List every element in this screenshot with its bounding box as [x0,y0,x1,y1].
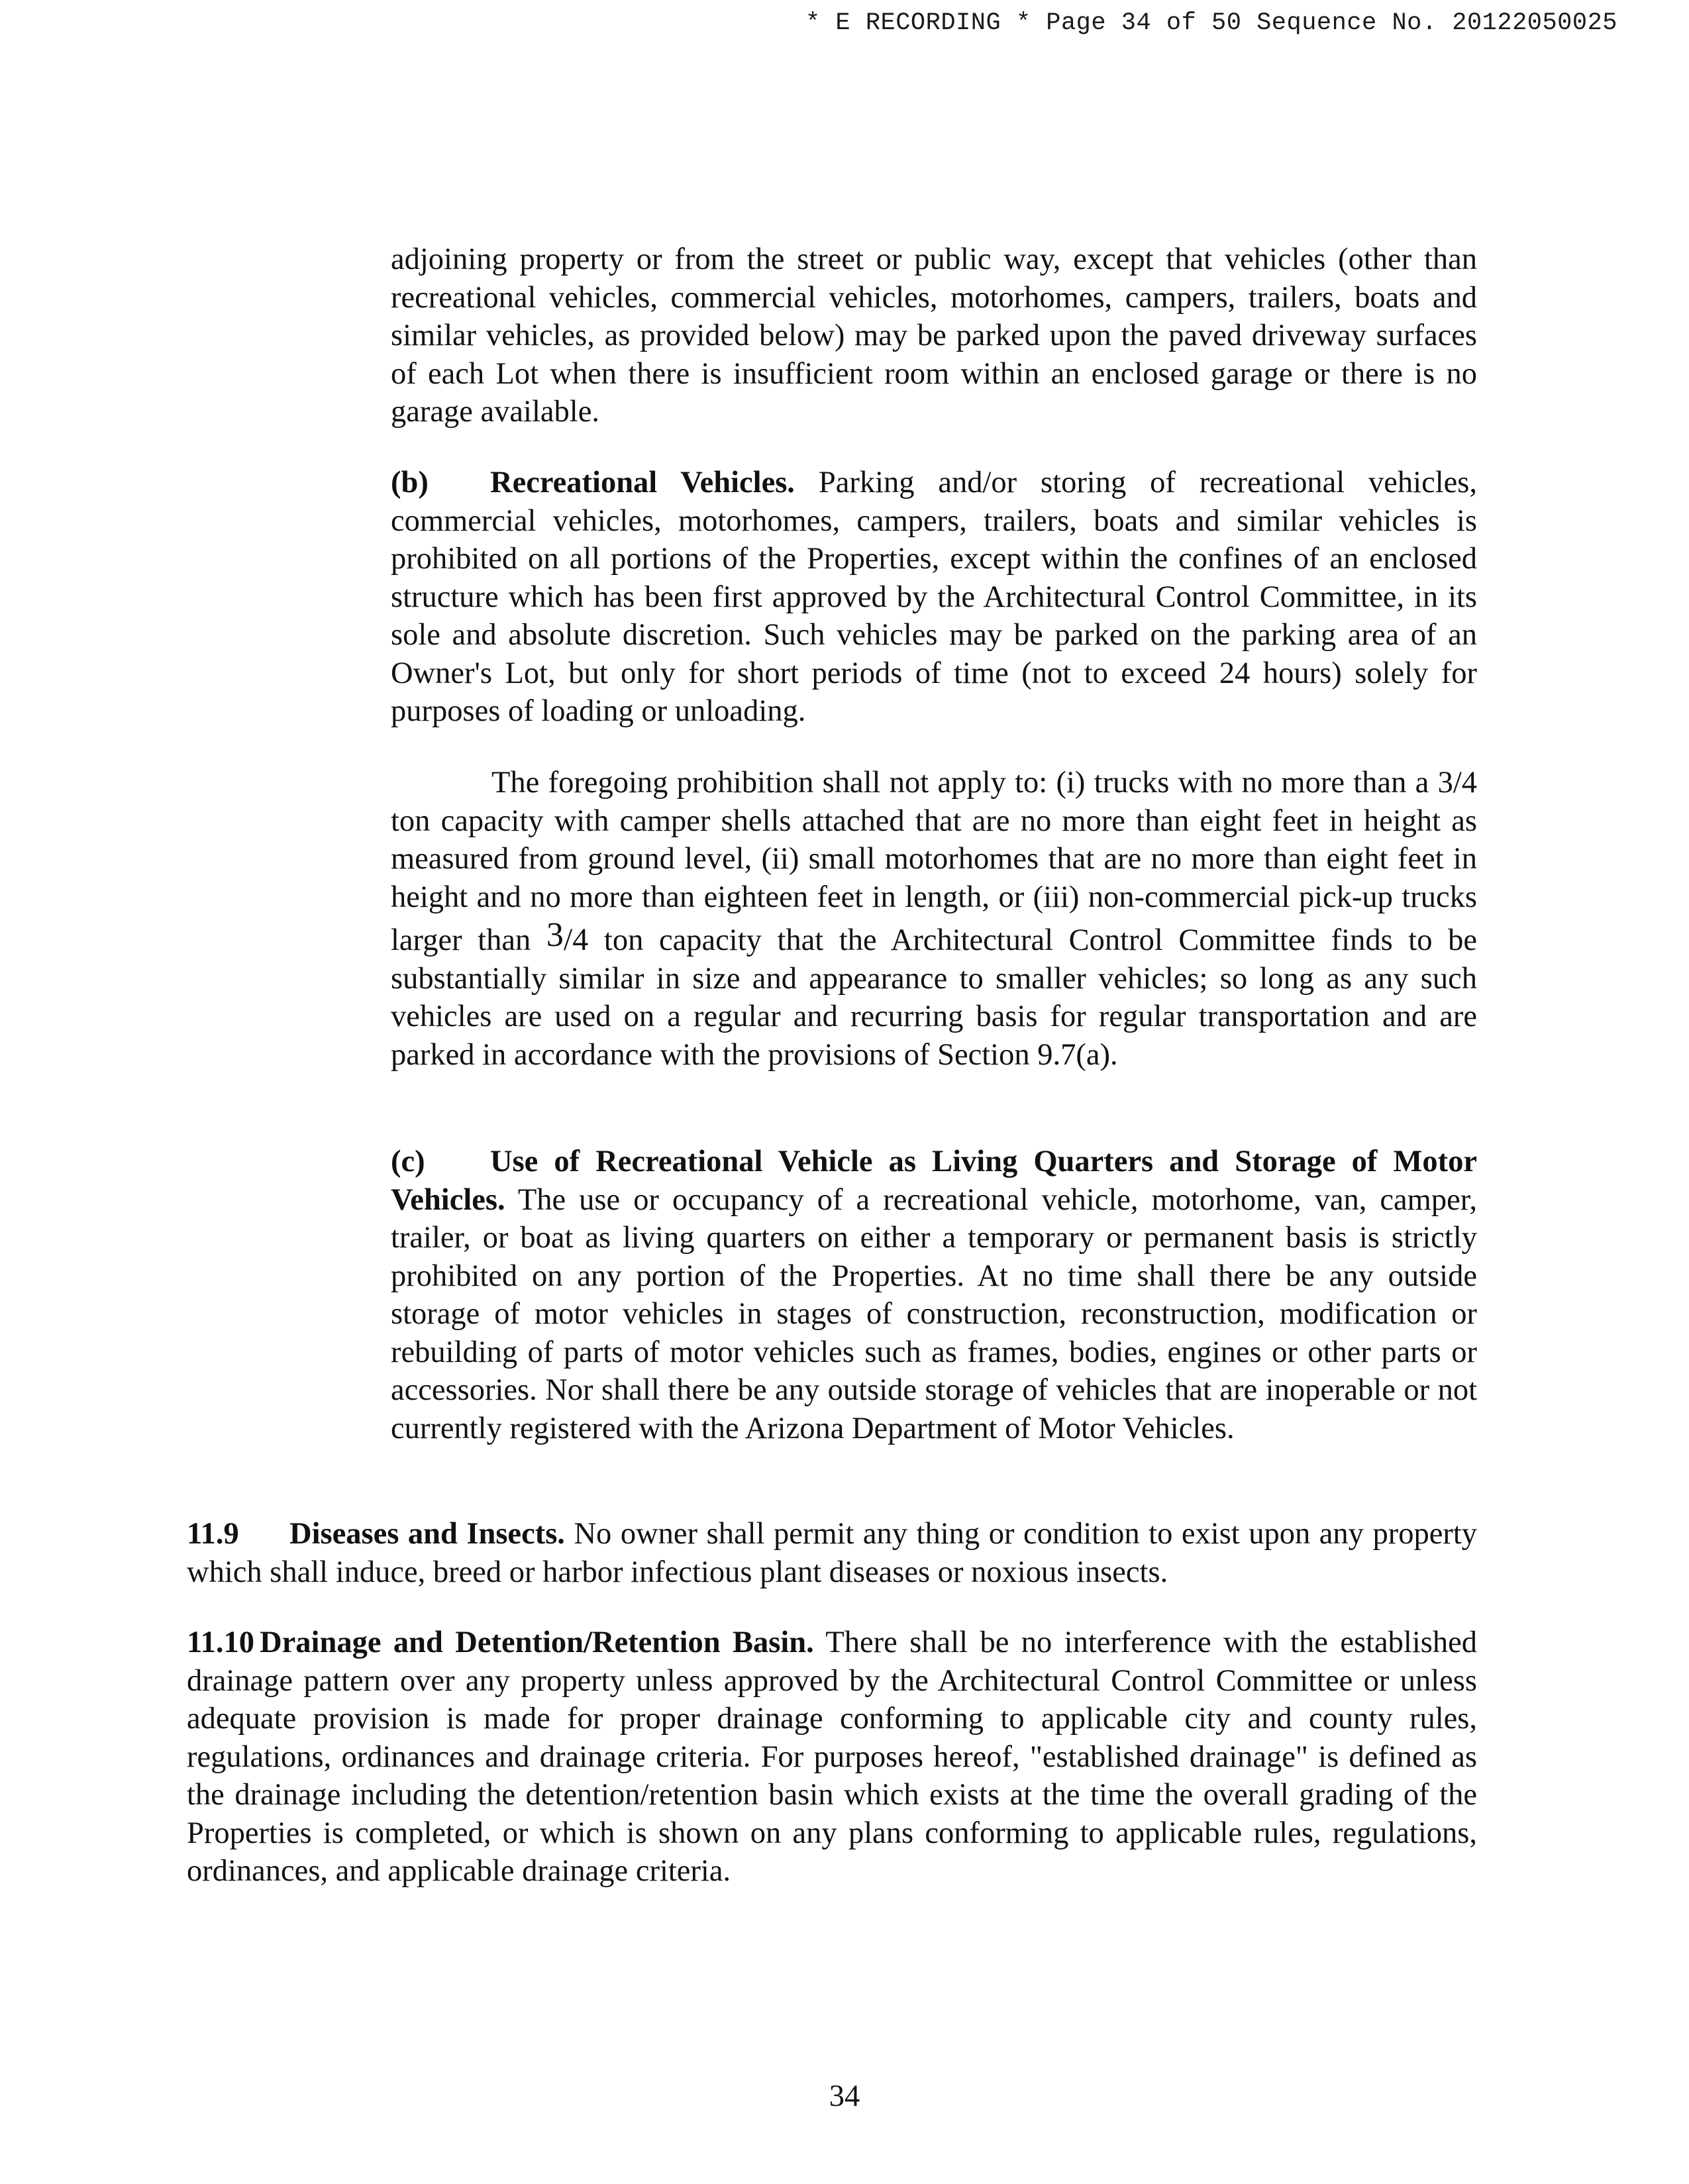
page-number: 34 [829,2079,860,2113]
section-label-b: (b) [391,466,429,499]
diseases-insects-heading: Diseases and Insects. [289,1517,565,1551]
living-quarters-text: The use or occupancy of a recreational vehicle, motorhome, van, camper, trailer, or boat as living quarters on either a temporary or permanent basis is strictly prohibited on any portion of the Properties. At no time shall there be any outside storage of motor vehicles in stages of construction, reconstruction, modification or rebuilding of parts of motor vehicles such as frames, bodies, engines or other parts or accessories. Nor shall there be any outside storage of vehicles that are inoperable or not currently registered with the Arizona Department of Motor Vehicles. [391,1182,1477,1445]
drainage-paragraph [187,1624,1477,1891]
prohibition-exceptions-paragraph [391,764,1477,1074]
section-number-11-9: 11.9 [187,1517,239,1551]
prohibition-text-before: The foregoing prohibition shall not apply to: (i) trucks with no more than a 3/4 ton capacity with camper shells attached that are no more than eight feet in height as measured from ground level, (ii) small motorhomes that are no more than eight feet in height and no more than eighteen feet in length, or (iii) non-commercial pick-up trucks larger than [391,766,1477,957]
section-number-11-10: 11.10 [187,1626,255,1659]
fraction-denominator: /4 [563,922,589,957]
continuation-paragraph: adjoining property or from the street or public way, except that vehicles (other than recreational vehicles, commercial vehicles, motorhomes, campers, trailers, boats and similar vehicles, as provided below) may be parked upon the paved driveway surfaces of each Lot when there is insufficient room within an enclosed garage or there is no garage available. [391,242,1477,429]
living-quarters-paragraph [391,1143,1477,1447]
diseases-insects-paragraph [187,1515,1477,1591]
section-label-c: (c) [391,1145,425,1178]
recreational-vehicles-paragraph [391,464,1477,731]
recreational-vehicles-text: Parking and/or storing of recreational vehicles, commercial vehicles, motorhomes, campers, trailers, boats and similar vehicles is prohibited on all portions of the Properties, except within the confines of an enclosed structure which has been first approved by the Architectural Control Committee, in its sole and absolute discretion. Such vehicles may be parked on the parking area of an Owner's Lot, but only for short periods of time (not to exceed 24 hours) solely for purposes of loading or unloading. [391,466,1478,728]
living-quarters-heading: Use of Recreational Vehicle as Living Quarters and Storage of Motor Vehicles. [391,1145,1477,1217]
prohibition-text-after: ton capacity that the Architectural Control Committee finds to be substantially similar in size and appearance to smaller vehicles; so long as any such vehicles are used on a regular and recurring basis for regular transportation and are parked in accordance with the provisions of Section 9.7(a). [391,923,1477,1072]
drainage-text: There shall be no interference with the established drainage pattern over any property unless approved by the Architectural Control Committee or unless adequate provision is made for proper drainage conforming to applicable city and county rules, regulations, ordinances and drainage criteria. For purposes hereof, "established drainage" is defined as the drainage including the detention/retention basin which exists at the time the overall grading of the Properties is completed, or which is shown on any plans conforming to applicable rules, regulations, ordinances, and applicable drainage criteria. [187,1626,1477,1888]
recreational-vehicles-heading: Recreational Vehicles. [490,466,795,499]
recording-stamp-header: * E RECORDING * Page 34 of 50 Sequence No. 20122050025 [805,9,1617,37]
diseases-insects-text: No owner shall permit any thing or condition to exist upon any property which shall induce, breed or harbor infectious plant diseases or noxious insects. [187,1517,1478,1589]
fraction-numerator: 3 [546,916,564,954]
drainage-heading: Drainage and Detention/Retention Basin. [260,1626,814,1659]
